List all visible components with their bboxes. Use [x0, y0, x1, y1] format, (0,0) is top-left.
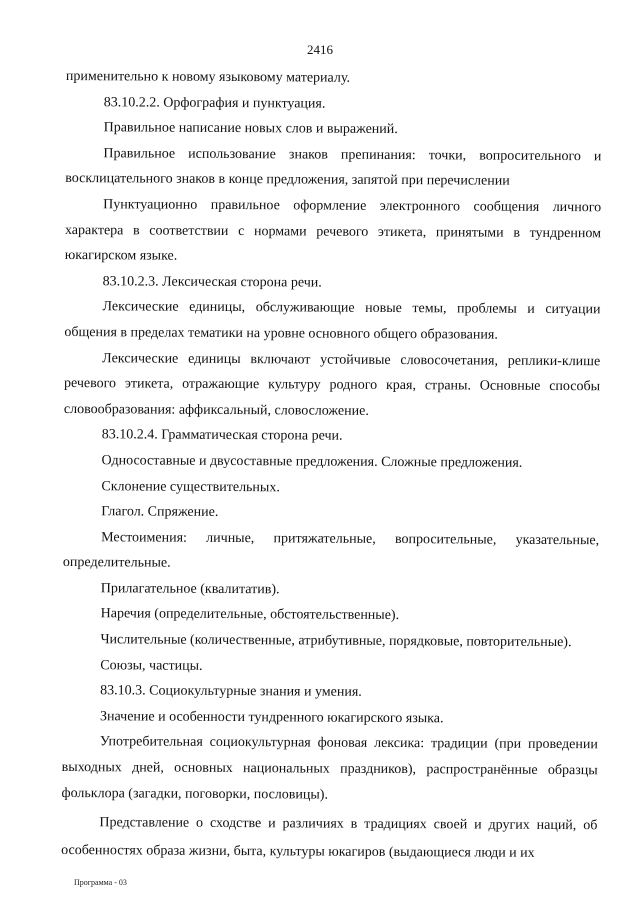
paragraph: Числительные (количественные, атрибутивные, порядковые, повторительные).: [100, 632, 572, 651]
paragraph: Значение и особенности тундренного юкагирского языка.: [99, 709, 444, 727]
paragraph: Пунктуационно правильное оформление электронного сообщения личного характера в соответствии с нормами речевого этикета, принятыми в тундренном юкагирском языке.: [64, 197, 602, 264]
page-number: 2416: [307, 42, 333, 57]
paragraph: Прилагательное (квалитатив).: [100, 581, 280, 598]
paragraph: Склонение существительных.: [101, 478, 280, 495]
section-heading: 83.10.2.3. Лексическая сторона речи.: [102, 273, 322, 291]
paragraph: применительно к новому языковому материалу.: [65, 68, 351, 86]
section-heading: 83.10.2.2. Орфография и пунктуация.: [103, 94, 326, 112]
paragraph: Глагол. Спряжение.: [101, 504, 219, 521]
paragraph: Местоимения: личные, притяжательные, вопросительные, указательные, определительные.: [62, 529, 600, 571]
paragraph: Правильное написание новых слов и выражений.: [103, 120, 398, 138]
paragraph: Правильное использование знаков препинания: точки, вопросительного и восклицательного знаков в конце предложения, запятой при перечислении: [65, 146, 602, 190]
paragraph: Употребительная социокультурная фоновая лексика: традиции (при проведении выходных дней, основных национальных праздников), распространённые образцы фольклора (загадки, поговорки, пословицы).: [61, 734, 598, 803]
paragraph: Наречия (определительные, обстоятельственные).: [100, 606, 400, 624]
document-body: [61, 64, 602, 868]
paragraph: Представление о сходстве и различиях в традициях своей и других наций, об особенностях образа жизни, быта, культуры юкагиров (выдающиеся люди и их: [61, 815, 598, 862]
paragraph: Односоставные и двусоставные предложения. Сложные предложения.: [101, 453, 523, 471]
section-heading: 83.10.3. Социокультурные знания и умения.: [100, 683, 362, 701]
paragraph: Лексические единицы, обслуживающие новые темы, проблемы и ситуации общения в пределах тематики на уровне основного общего образования.: [64, 299, 601, 343]
paragraph: Союзы, частицы.: [100, 657, 203, 674]
page-footer: Программа - 03: [74, 878, 127, 887]
paragraph: Лексические единицы включают устойчивые словосочетания, реплики-клише речевого этикета, отражающие культуру родного края, страны. Основные способы словообразования: аффиксальный, словосложение.: [63, 350, 601, 419]
section-heading: 83.10.2.4. Грамматическая сторона речи.: [101, 427, 343, 445]
